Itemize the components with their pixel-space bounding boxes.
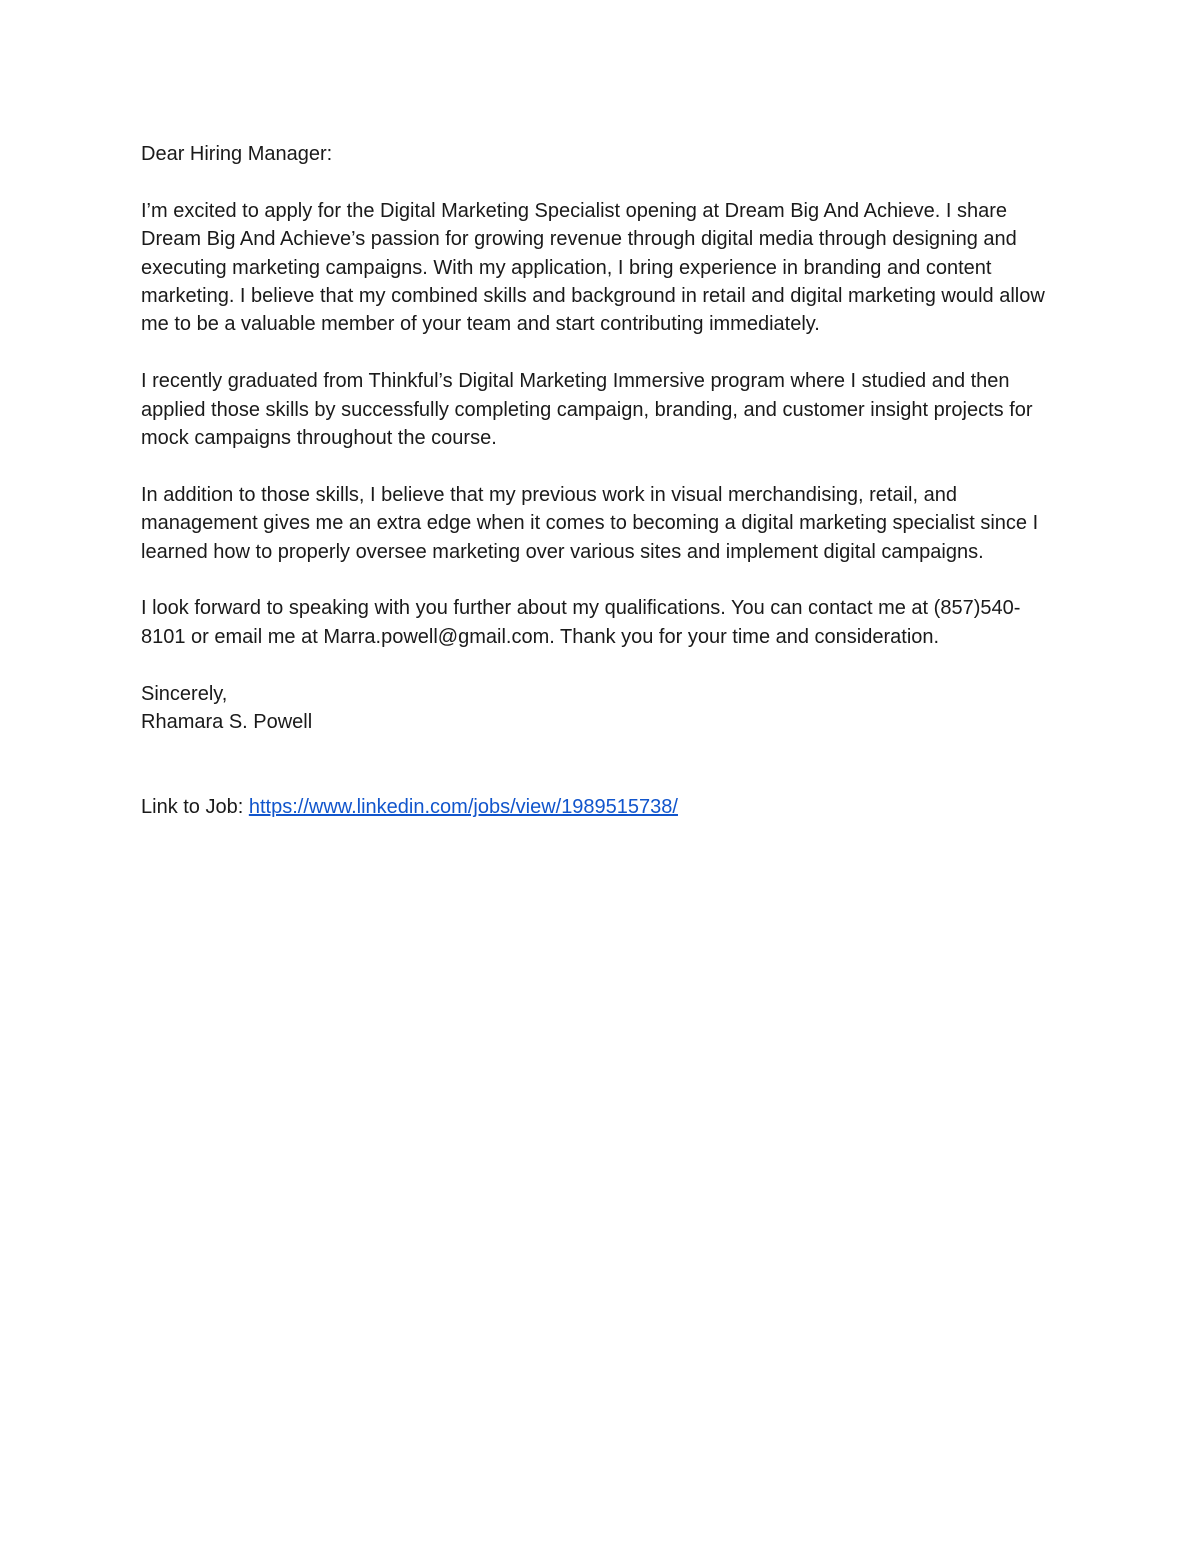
- signature: Rhamara S. Powell: [141, 711, 313, 734]
- job-link-line: [141, 793, 1056, 821]
- paragraph-contact: I look forward to speaking with you further about my qualifications. You can contact me at (857)540-8101 or email me at Marra.powell@gmail.com. Thank you for your time and consideration.: [141, 597, 1021, 648]
- closing: Sincerely,: [141, 682, 228, 705]
- greeting: Dear Hiring Manager:: [141, 143, 333, 165]
- closing-block: [141, 680, 1056, 737]
- paragraph-intro: I’m excited to apply for the Digital Marketing Specialist opening at Dream Big And Achieve. I share Dream Big And Achieve’s passion for growing revenue through digital media through designing and executing marketing campaigns. With my application, I bring experience in branding and content marketing. I believe that my combined skills and background in retail and digital marketing would allow me to be a valuable member of your team and start contributing immediately.: [141, 199, 1045, 336]
- letter-body: [141, 140, 1056, 822]
- job-link-label: Link to Job:: [141, 796, 249, 819]
- paragraph-education: I recently graduated from Thinkful’s Digital Marketing Immersive program where I studied and then applied those skills by successfully completing campaign, branding, and customer insight projects for mock campaigns throughout the course.: [141, 370, 1033, 450]
- job-link[interactable]: https://www.linkedin.com/jobs/view/1989515738/: [248, 796, 678, 819]
- paragraph-experience: In addition to those skills, I believe that my previous work in visual merchandising, retail, and management gives me an extra edge when it comes to becoming a digital marketing specialist since I learned how to properly oversee marketing over various sites and implement digital campaigns.: [141, 483, 1039, 563]
